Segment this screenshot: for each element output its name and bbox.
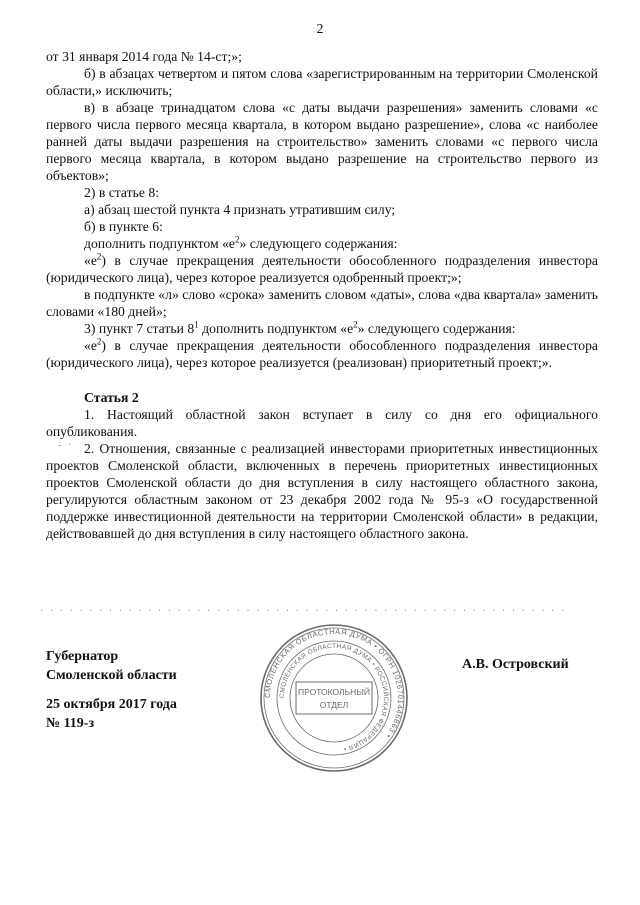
- seal-inner-text: СМОЛЕНСКАЯ ОБЛАСТНАЯ ДУМА • РОССИЙСКАЯ ФЕДЕРАЦИЯ •: [278, 642, 390, 753]
- paragraph-text: » следующего содержания:: [357, 321, 516, 336]
- paragraph-8: [46, 252, 598, 286]
- paragraph-text: ) в случае прекращения деятельности обособленного подразделения инвестора (юридического лица), через которое реализуется одобренный проект;»;: [46, 253, 598, 285]
- official-seal: [258, 622, 410, 774]
- law-date: 25 октября 2017 года: [46, 697, 177, 712]
- article-2-heading: Статья 2: [84, 390, 139, 405]
- paragraph-text: б) в абзацах четвертом и пятом слова «зарегистрированным на территории Смоленской области,» исключить;: [46, 66, 598, 98]
- paragraph-text: «е: [84, 338, 97, 353]
- scan-mark: - ·: [58, 440, 74, 451]
- superscript: 2: [235, 234, 240, 245]
- signatory-position: [46, 647, 177, 685]
- paragraph-1: [46, 48, 598, 65]
- scan-mark: · · · · · · · · · · · · · · · · · · · · · · · · · · · · · · · · · · · · · · · · · · · · · · · · · · · · · ·: [40, 606, 567, 617]
- seal-center-line-1: ПРОТОКОЛЬНЫЙ: [298, 687, 370, 697]
- seal-outer-text: СМОЛЕНСКАЯ ОБЛАСТНАЯ ДУМА • ОГРН 1026701446863 •: [262, 626, 406, 741]
- paragraph-text: в подпункте «л» слово «срока» заменить словом «даты», слова «два квартала» заменить словами «180 дней»;: [46, 287, 598, 319]
- paragraph-7: [46, 235, 598, 252]
- paragraph-text: в) в абзаце тринадцатом слова «с даты выдачи разрешения» заменить словами «с первого числа первого месяца квартала, в котором выдано разрешение», слова «с наиболее ранней даты выдачи разрешения на строительство» заменить словами «с первого числа первого месяца квартала, в котором выдано разрешение на строительство первого из объектов»;: [46, 100, 598, 183]
- paragraph-5: [46, 201, 598, 218]
- seal-middle-ring: [277, 641, 391, 755]
- article-2-item-1: 1. Настоящий областной закон вступает в силу со дня его официального опубликования.: [46, 407, 598, 439]
- article-2-item-2: 2. Отношения, связанные с реализацией инвесторами приоритетных инвестиционных проектов Смоленской области, включенных в перечень приоритетных инвестиционных проектов Смоленской области до дня вступления в силу настоящего областного закона, регулируются областным законом от 23 декабря 2002 года № 95-з «О государственной поддержке инвестиционной деятельности на территории Смоленской области» в редакции, действовавшей до дня вступления в силу настоящего областного закона.: [46, 441, 598, 541]
- paragraph-text: «е: [84, 253, 97, 268]
- paragraph-10: [46, 320, 598, 337]
- paragraph-4: [46, 184, 598, 201]
- signatory-name: А.В. Островский: [462, 657, 569, 672]
- paragraph-3: [46, 99, 598, 184]
- law-number: № 119-з: [46, 716, 95, 731]
- seal-center-line-2: ОТДЕЛ: [319, 700, 349, 710]
- paragraph-2: [46, 65, 598, 99]
- paragraph-9: [46, 286, 598, 320]
- paragraph-text: б) в пункте 6:: [84, 219, 163, 234]
- paragraph-text: от 31 января 2014 года № 14-ст;»;: [46, 49, 242, 64]
- document-body: [46, 48, 598, 542]
- page-number: 2: [316, 22, 324, 37]
- paragraph-text: дополнить подпунктом «е: [198, 321, 354, 336]
- superscript: 2: [96, 251, 102, 262]
- paragraph-text: ) в случае прекращения деятельности обособленного подразделения инвестора (юридического лица), через которое реализуется (реализован) приоритетный проект;».: [46, 338, 598, 370]
- seal-inner-ring: [290, 654, 378, 742]
- paragraph-6: [46, 218, 598, 235]
- signatory-position-line-1: Губернатор: [46, 649, 119, 664]
- paragraph-text: а) абзац шестой пункта 4 признать утратившим силу;: [84, 202, 396, 217]
- law-date-block: [46, 695, 177, 733]
- superscript: 2: [96, 336, 102, 347]
- signatory-position-line-2: Смоленской области: [46, 668, 177, 683]
- superscript: 1: [194, 319, 199, 330]
- paragraph-text: дополнить подпунктом «е: [84, 236, 236, 251]
- paragraph-text: » следующего содержания:: [239, 236, 398, 251]
- superscript: 2: [353, 319, 358, 330]
- paragraph-11: [46, 337, 598, 371]
- paragraph-text: 3) пункт 7 статьи 8: [84, 321, 195, 336]
- paragraph-text: 2) в статье 8:: [84, 185, 160, 200]
